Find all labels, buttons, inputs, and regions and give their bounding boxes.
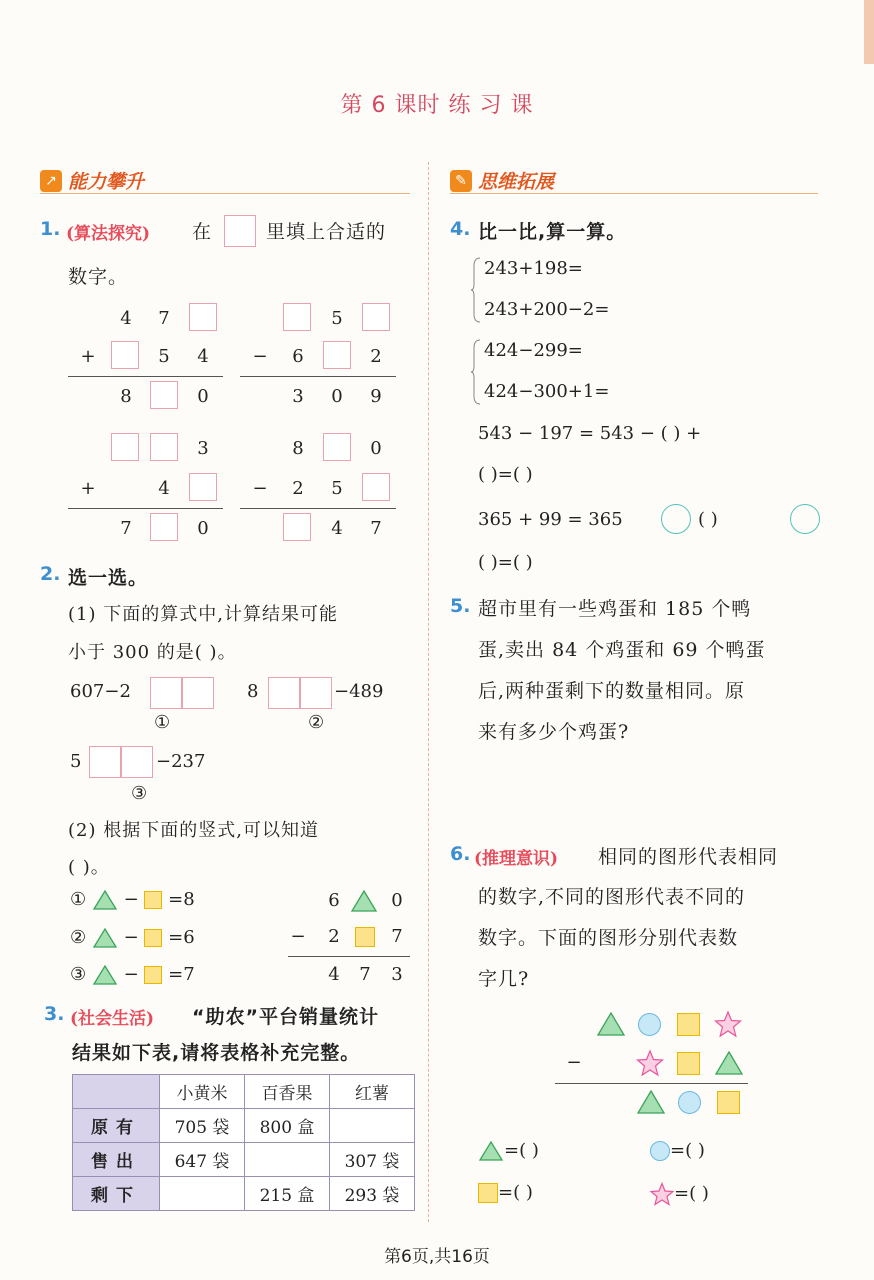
q2-opt3-blank-a[interactable] [89,746,121,778]
q2-v-r1a: 6 [328,890,340,911]
p2-res-d2: 0 [331,386,343,407]
q3-tag: (社会生活) [70,1009,155,1029]
q2-choice3 [70,964,195,986]
q2-v-res1: 4 [328,964,340,985]
q2-v-r2b: 7 [391,926,403,947]
q2-opt1-blank-a[interactable] [150,677,182,709]
thinking-icon: ✎ [450,170,472,192]
q2-opt2-blank-a[interactable] [268,677,300,709]
p2-blank-b[interactable] [362,303,390,331]
q2-choice2 [70,927,195,949]
sales-table [72,1074,415,1211]
circle-icon [650,1141,670,1161]
p2-r1-d1: 5 [331,308,343,329]
p4-op: − [252,478,268,499]
section-right-underline [450,193,818,194]
p4-blank-a[interactable] [323,433,351,461]
q2-p2-text-a: (2) 根据下面的竖式,可以知道 [68,820,319,841]
q6-ans-star-text: =( ) [674,1183,709,1204]
q6-ans-square [478,1182,533,1203]
p3-blank-b[interactable] [150,433,178,461]
q6-op: − [566,1052,582,1073]
p3-r1-d1: 3 [197,438,209,459]
q1-tag: (算法探究) [66,224,151,244]
q1-text-a: 在 [192,221,213,243]
q3-number: 3. [44,1003,65,1025]
table-cell-blank[interactable] [245,1143,330,1177]
row-label: 原有 [73,1109,160,1143]
brace-icon [470,256,482,324]
q2-v-r2a: 2 [328,926,340,947]
q4-c1: 543 − 197 = 543 − ( ) + [478,423,702,444]
q6-line [555,1083,748,1084]
square-icon [478,1183,498,1203]
p1-blank-c[interactable] [150,381,178,409]
q2-choice2-eq: =6 [168,927,195,948]
square-icon [677,1052,700,1075]
section-right-title: 思维拓展 [478,171,555,193]
p3-r2-d1: 4 [158,478,170,499]
q2-opt2-text-b: −489 [334,681,384,702]
q6-number: 6. [450,843,471,865]
p1-res-d1: 8 [120,386,132,407]
p1-blank-a[interactable] [189,303,217,331]
q2-title: 选一选。 [68,567,149,589]
table-header: 百香果 [245,1075,330,1109]
ability-icon: ↗ [40,170,62,192]
triangle-icon [92,889,118,911]
p2-r2-d1: 6 [292,346,304,367]
triangle-icon [350,889,378,913]
p2-blank-c[interactable] [323,341,351,369]
p4-line [240,508,396,509]
section-left-underline [40,193,410,194]
q2-p2-text-b: ( )。 [68,857,110,878]
triangle-icon [92,964,118,986]
table-row [73,1143,415,1177]
square-icon [144,891,162,909]
p1-op: + [80,346,96,367]
p3-blank-c[interactable] [189,473,217,501]
triangle-icon [596,1011,626,1037]
p4-r2-d1: 2 [292,478,304,499]
q4-c2: ( )=( ) [478,464,533,485]
q2-v-op: − [290,926,306,947]
q4-b2: 424−300+1= [484,381,610,402]
square-icon [355,927,375,947]
p3-line [68,508,223,509]
page-footer: 第6页,共16页 [384,1247,490,1267]
table-cell: 293 袋 [330,1177,415,1211]
p1-r1-d1: 4 [120,308,132,329]
p4-blank-c[interactable] [283,513,311,541]
p4-r1-d2: 0 [370,438,382,459]
q1-number: 1. [40,218,61,240]
p2-op: − [252,346,268,367]
star-icon [650,1182,674,1206]
table-cell: 215 盒 [245,1177,330,1211]
table-cell: 307 袋 [330,1143,415,1177]
p4-r1-d1: 8 [292,438,304,459]
square-icon [144,966,162,984]
q5-line2: 蛋,卖出 84 个鸡蛋和 69 个鸭蛋 [478,639,766,661]
square-icon [717,1091,740,1114]
q3-text-a: “助农”平台销量统计 [192,1006,379,1028]
q4-d2: ( )=( ) [478,552,533,573]
q5-line1: 超市里有一些鸡蛋和 185 个鸭 [478,598,752,620]
table-row [73,1109,415,1143]
p2-res-d1: 3 [292,386,304,407]
table-header: 红薯 [330,1075,415,1109]
q6-ans-triangle-text: =( ) [504,1140,539,1161]
p1-line [68,376,223,377]
q2-opt3-mark: ③ [131,783,148,804]
q2-opt1-blank-b[interactable] [182,677,214,709]
q4-d1a: 365 + 99 = 365 [478,509,623,530]
q2-opt1-mark: ① [154,712,171,733]
row-label: 剩下 [73,1177,160,1211]
q4-operator-circle-a[interactable] [661,504,691,534]
star-icon [636,1049,664,1077]
triangle-icon [92,927,118,949]
circle-icon [678,1091,701,1114]
q1-example-box [224,215,256,247]
q2-v-res3: 3 [391,964,403,985]
q2-choice1-eq: =8 [168,889,195,910]
p4-blank-b[interactable] [362,473,390,501]
table-header: 小黄米 [160,1075,245,1109]
q2-choice3-eq: =7 [168,964,195,985]
q2-opt2-blank-b[interactable] [300,677,332,709]
square-icon [144,929,162,947]
q6-text-a: 相同的图形代表相同 [598,846,779,868]
q6-ans-triangle [478,1140,539,1162]
p3-res-d1: 7 [120,518,132,539]
triangle-icon [478,1140,504,1162]
q2-opt3-text-a: 5 [70,751,82,772]
p4-res-d2: 7 [370,518,382,539]
q2-choice1-minus: − [123,889,139,910]
p2-r2-d2: 2 [370,346,382,367]
brace-icon [470,338,482,406]
q2-choice1-mark: ① [70,889,87,910]
table-cell-blank[interactable] [330,1109,415,1143]
q2-opt2-mark: ② [308,712,325,733]
q4-title: 比一比,算一算。 [478,221,627,243]
star-icon [714,1010,742,1038]
p2-line [240,376,396,377]
p3-blank-a[interactable] [111,433,139,461]
table-corner [73,1075,160,1109]
q1-text-c: 数字。 [68,266,129,288]
q2-v-res2: 7 [359,964,371,985]
p4-res-d1: 4 [331,518,343,539]
q2-v-line [288,956,410,957]
p1-r1-d2: 7 [158,308,170,329]
table-cell: 800 盒 [245,1109,330,1143]
square-icon [677,1013,700,1036]
table-cell: 705 袋 [160,1109,245,1143]
q2-p1-text-b: 小于 300 的是( )。 [68,642,237,663]
p1-res-d2: 0 [197,386,209,407]
table-cell: 647 袋 [160,1143,245,1177]
p3-res-d2: 0 [197,518,209,539]
q5-number: 5. [450,595,471,617]
p3-blank-d[interactable] [150,513,178,541]
q6-line1: 的数字,不同的图形代表不同的 [478,886,746,908]
q2-opt1-text: 607−2 [70,681,131,702]
q6-tag: (推理意识) [474,849,559,869]
p2-blank-a[interactable] [283,303,311,331]
q6-line2: 数字。下面的图形分别代表数 [478,927,739,949]
q5-line4: 来有多少个鸡蛋? [478,721,630,743]
q2-opt3-blank-b[interactable] [121,746,153,778]
q6-line3: 字几? [478,968,530,990]
q2-choice1 [70,889,195,911]
q2-p1-text-a: (1) 下面的算式中,计算结果可能 [68,604,338,625]
q4-d1b: ( ) [698,509,718,530]
circle-icon [638,1013,661,1036]
q4-a2: 243+200−2= [484,299,610,320]
section-left-title: 能力攀升 [68,171,145,193]
q2-choice2-minus: − [123,927,139,948]
q2-number: 2. [40,563,61,585]
triangle-icon [714,1050,744,1076]
column-divider [428,162,429,1222]
table-cell-blank[interactable] [160,1177,245,1211]
q6-ans-square-text: =( ) [498,1182,533,1203]
q2-opt2-text-a: 8 [247,681,259,702]
q2-choice2-mark: ② [70,927,87,948]
p3-op: + [80,478,96,499]
p1-r2-d2: 4 [197,346,209,367]
page-title: 第 6 课时 练 习 课 [340,93,534,118]
page-edge-tab [864,0,874,64]
q2-opt3-text-b: −237 [156,751,206,772]
q2-choice3-minus: − [123,964,139,985]
triangle-icon [636,1089,666,1115]
q4-operator-circle-b[interactable] [790,504,820,534]
q6-ans-star [650,1182,709,1206]
q4-a1: 243+198= [484,258,583,279]
q6-ans-circle [650,1140,705,1161]
p2-res-d3: 9 [370,386,382,407]
q1-text-b: 里填上合适的 [266,221,387,243]
p1-r2-d1: 5 [158,346,170,367]
q6-ans-circle-text: =( ) [670,1140,705,1161]
q4-number: 4. [450,218,471,240]
table-row [73,1177,415,1211]
q3-text-b: 结果如下表,请将表格补充完整。 [72,1042,361,1064]
q4-b1: 424−299= [484,340,583,361]
q2-v-r1b: 0 [391,890,403,911]
q5-line3: 后,两种蛋剩下的数量相同。原 [478,680,746,702]
p4-r2-d2: 5 [331,478,343,499]
q2-choice3-mark: ③ [70,964,87,985]
p1-blank-b[interactable] [111,341,139,369]
row-label: 售出 [73,1143,160,1177]
